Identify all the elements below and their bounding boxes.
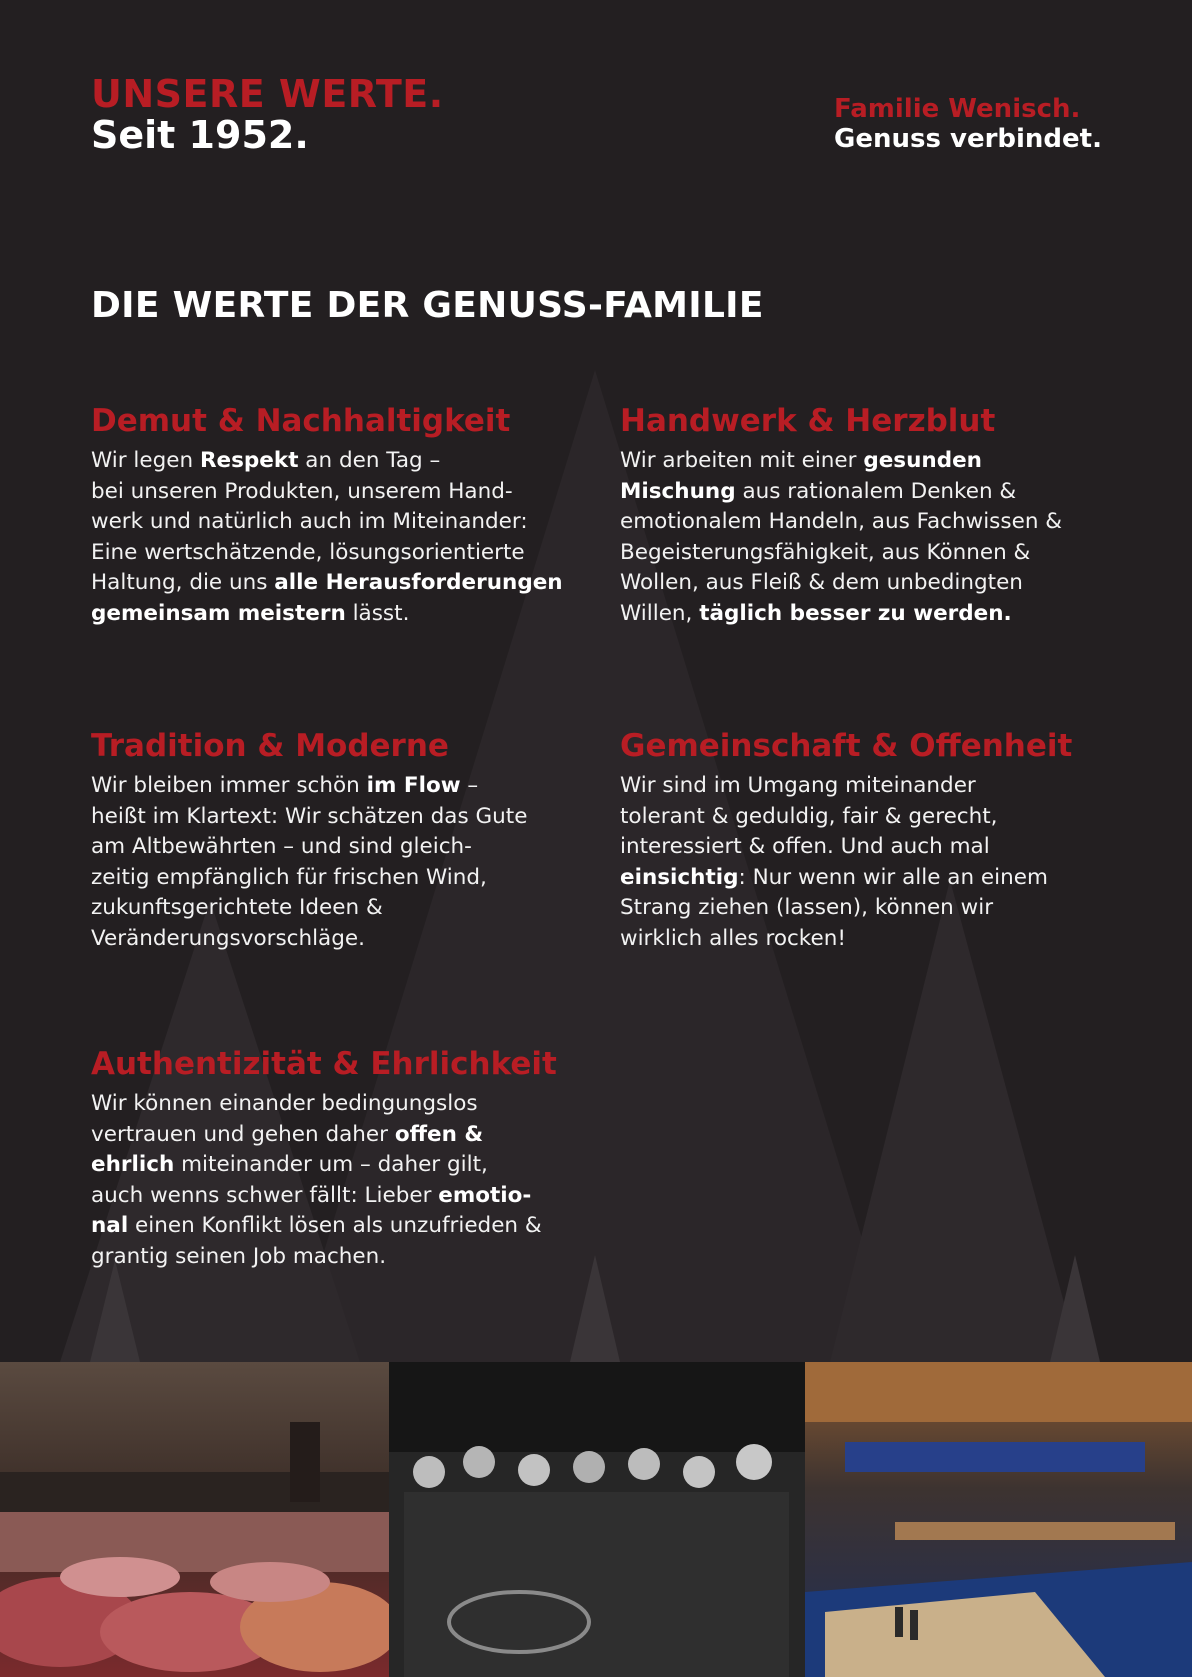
value-text-line [620,446,1120,477]
body-text: Willen, [620,600,700,626]
value-text-line [91,771,591,802]
value-text-line [91,1150,591,1181]
body-text: Wir bleiben immer schön [91,773,367,798]
header-right-subtitle: Genuss verbindet. [834,124,1102,154]
body-text: – [460,773,479,798]
value-text-line [620,771,1120,802]
value-text-line [91,1089,591,1120]
body-text: Veränderungsvorschläge. [91,925,365,951]
header-left [91,74,444,156]
body-text: vertrauen und gehen daher [91,1121,395,1147]
value-text-line [91,1120,591,1151]
value-title: Handwerk & Herzblut [620,403,996,439]
header-right [834,94,1102,154]
header-left-title: UNSERE WERTE. [91,72,444,116]
body-text: einen Konflikt lösen als unzufrieden & [128,1213,542,1239]
value-title: Authentizität & Ehrlichkeit [91,1046,557,1082]
body-text: Wir legen [91,448,200,473]
body-text: heißt im Klartext: Wir schätzen das Gute [91,803,528,829]
body-text: aus rationalem Denken & [735,478,1017,504]
value-text-line [620,832,1120,863]
value-text-line [620,863,1120,894]
value-text-line [91,924,591,955]
header-right-title: Familie Wenisch. [834,94,1081,124]
value-title: Gemeinschaft & Offenheit [620,728,1073,764]
photo-strip [0,1362,1192,1677]
body-text: grantig seinen Job machen. [91,1243,387,1269]
body-text: Wollen, aus Fleiß & dem unbedingten [620,570,1023,596]
body-text: wirklich alles rocken! [620,925,846,951]
value-block [620,727,1120,955]
value-title: Demut & Nachhaltigkeit [91,403,511,439]
value-text-line [91,1242,591,1273]
value-text-line [91,802,591,833]
value-text-line [91,538,591,569]
value-text-line [91,863,591,894]
emphasis-text: Respekt [199,448,299,473]
body-text: Strang ziehen (lassen), können wir [620,895,994,921]
body-text: zukunftsgerichtete Ideen & [91,895,383,921]
value-text [91,771,591,955]
value-text [620,446,1120,630]
header-left-subtitle: Seit 1952. [91,113,309,157]
value-text-line [91,1211,591,1242]
value-text [620,771,1120,955]
value-text-line [620,924,1120,955]
emphasis-text: offen & [394,1121,484,1147]
photo-restaurant [805,1362,1192,1677]
value-text-line [620,477,1120,508]
value-text-line [91,1181,591,1212]
body-text: lässt. [345,600,410,626]
value-text-line [91,446,591,477]
emphasis-text: alle Herausforderungen [274,570,563,596]
emphasis-text: gemeinsam meistern [91,600,346,626]
emphasis-text: ehrlich [91,1152,175,1178]
emphasis-text: einsichtig [620,864,739,890]
value-text [91,1089,591,1273]
body-text: Wir arbeiten mit einer [620,448,864,473]
body-text: tolerant & geduldig, fair & gerecht, [620,803,998,829]
photo-team [389,1362,805,1677]
body-text: Begeisterungsfähigkeit, aus Können & [620,539,1031,565]
body-text: miteinander um – daher gilt, [174,1152,488,1178]
value-text-line [91,599,591,630]
body-text: zeitig empfänglich für frischen Wind, [91,864,487,890]
body-text: bei unseren Produkten, unserem Hand- [91,478,513,504]
value-text-line [91,893,591,924]
emphasis-text: täglich besser zu werden. [699,600,1012,626]
value-text-line [620,802,1120,833]
body-text: Haltung, die uns [91,570,275,596]
value-title: Tradition & Moderne [91,728,449,764]
value-text-line [620,893,1120,924]
body-text: Eine wertschätzende, lösungsorientierte [91,539,525,565]
body-text: interessiert & offen. Und auch mal [620,834,990,860]
emphasis-text: nal [91,1213,129,1239]
value-text-line [620,538,1120,569]
value-text [91,446,591,630]
body-text: : Nur wenn wir alle an einem [738,864,1048,890]
value-block [91,402,591,630]
body-text: Wir können einander bedingungslos [91,1091,478,1116]
value-text-line [91,568,591,599]
page-title: DIE WERTE DER GENUSS-FAMILIE [91,285,764,326]
value-block [91,727,591,955]
emphasis-text: Mischung [620,478,736,504]
photo-butcher-counter [0,1362,389,1677]
value-text-line [91,507,591,538]
value-block [620,402,1120,630]
value-text-line [620,568,1120,599]
body-text: an den Tag – [298,448,441,473]
emphasis-text: emotio- [438,1182,532,1208]
value-text-line [91,477,591,508]
value-text-line [620,507,1120,538]
body-text: werk und natürlich auch im Miteinander: [91,509,528,535]
value-block [91,1045,591,1273]
emphasis-text: im Flow [366,773,461,798]
body-text: emotionalem Handeln, aus Fachwissen & [620,509,1063,535]
value-text-line [620,599,1120,630]
body-text: auch wenns schwer fällt: Lieber [91,1182,439,1208]
emphasis-text: gesunden [863,448,982,473]
value-text-line [91,832,591,863]
body-text: Wir sind im Umgang miteinander [620,773,976,798]
body-text: am Altbewährten – und sind gleich- [91,834,472,860]
